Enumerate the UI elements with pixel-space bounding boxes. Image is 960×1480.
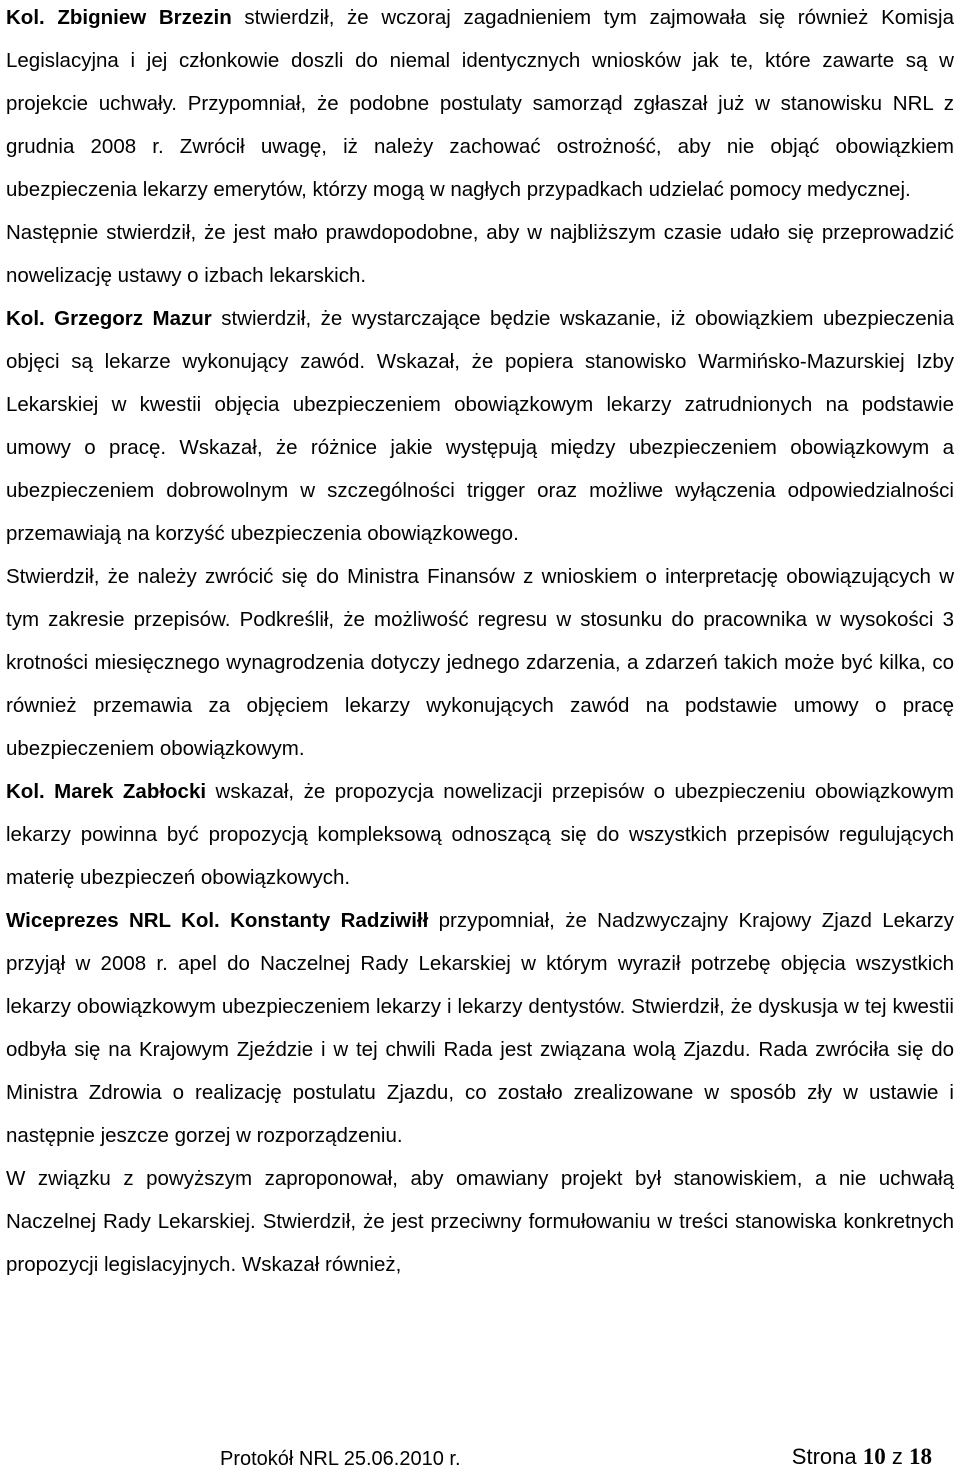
paragraph-text: Następnie stwierdził, że jest mało prawdopodobne, aby w najbliższym czasie udało się przeprowadzić nowelizację ustawy o izbach lekarskich. <box>6 221 954 287</box>
paragraph-radziwill-continued <box>6 1157 954 1286</box>
paragraph-brzezin-continued <box>6 211 954 297</box>
paragraph-text: Stwierdził, że należy zwrócić się do Ministra Finansów z wnioskiem o interpretację obowiązujących w tym zakresie przepisów. Podkreślił, że możliwość regresu w stosunku do pracownika w wysokości 3 krotności miesięcznego wynagrodzenia dotyczy jednego zdarzenia, a zdarzeń takich może być kilka, co również przemawia za objęciem lekarzy wykonujących zawód na podstawie umowy o pracę ubezpieczeniem obowiązkowym. <box>6 565 954 760</box>
speaker-name: Wiceprezes NRL Kol. Konstanty Radziwiłł <box>6 909 429 932</box>
paragraph-text: stwierdził, że wystarczające będzie wskazanie, iż obowiązkiem ubezpieczenia objęci są lekarze wykonujący zawód. Wskazał, że popiera stanowisko Warmińsko-Mazurskiej Izby Lekarskiej w kwestii objęcia ubezpieczeniem obowiązkowym lekarzy zatrudnionych na podstawie umowy o pracę. Wskazał, że różnice jakie występują między ubezpieczeniem obowiązkowym a ubezpieczeniem dobrowolnym w szczególności trigger oraz możliwe wyłączenia odpowiedzialności przemawiają na korzyść ubezpieczenia obowiązkowego. <box>6 307 955 545</box>
paragraph-radziwill <box>6 899 954 1157</box>
paragraph-text: przypomniał, że Nadzwyczajny Krajowy Zjazd Lekarzy przyjął w 2008 r. apel do Naczelnej Rady Lekarskiej w którym wyraził potrzebę objęcia wszystkich lekarzy obowiązkowym ubezpieczeniem lekarzy i lekarzy dentystów. Stwierdził, że dyskusja w tej kwestii odbyła się na Krajowym Zjeździe i w tej chwili Rada jest związana wolą Zjazdu. Rada zwróciła się do Ministra Zdrowia o realizację postulatu Zjazdu, co zostało zrealizowane w sposób zły w ustawie i następnie jeszcze gorzej w rozporządzeniu. <box>6 909 954 1147</box>
footer-page-indicator <box>792 1444 932 1470</box>
speaker-name: Kol. Grzegorz Mazur <box>6 307 212 330</box>
paragraph-zablocki <box>6 770 954 899</box>
page-footer <box>0 1440 960 1480</box>
footer-page-label: Strona <box>791 1444 857 1469</box>
footer-page-total: 18 <box>909 1444 932 1469</box>
paragraph-mazur <box>6 297 954 555</box>
document-page <box>6 0 954 1286</box>
paragraph-text: wskazał, że propozycja nowelizacji przepisów o ubezpieczeniu obowiązkowym lekarzy powinna być propozycją kompleksową odnoszącą się do wszystkich przepisów regulujących materię ubezpieczeń obowiązkowych. <box>6 780 955 889</box>
paragraph-text: stwierdził, że wczoraj zagadnieniem tym zajmowała się również Komisja Legislacyjna i jej członkowie doszli do niemal identycznych wniosków jak te, które zawarte są w projekcie uchwały. Przypomniał, że podobne postulaty samorząd zgłaszał już w stanowisku NRL z grudnia 2008 r. Zwrócił uwagę, iż należy zachować ostrożność, aby nie objąć obowiązkiem ubezpieczenia lekarzy emerytów, którzy mogą w nagłych przypadkach udzielać pomocy medycznej. <box>6 6 954 201</box>
speaker-name: Kol. Marek Zabłocki <box>6 780 207 803</box>
paragraph-text: W związku z powyższym zaproponował, aby omawiany projekt był stanowiskiem, a nie uchwałą Naczelnej Rady Lekarskiej. Stwierdził, że jest przeciwny formułowaniu w treści stanowiska konkretnych propozycji legislacyjnych. Wskazał również, <box>6 1167 954 1276</box>
footer-protocol: Protokół NRL 25.06.2010 r. <box>220 1448 461 1470</box>
paragraph-brzezin <box>6 0 954 211</box>
footer-page-number: 10 <box>862 1444 886 1469</box>
paragraph-mazur-continued <box>6 555 954 770</box>
speaker-name: Kol. Zbigniew Brzezin <box>6 6 232 29</box>
footer-page-sep: z <box>891 1444 903 1469</box>
